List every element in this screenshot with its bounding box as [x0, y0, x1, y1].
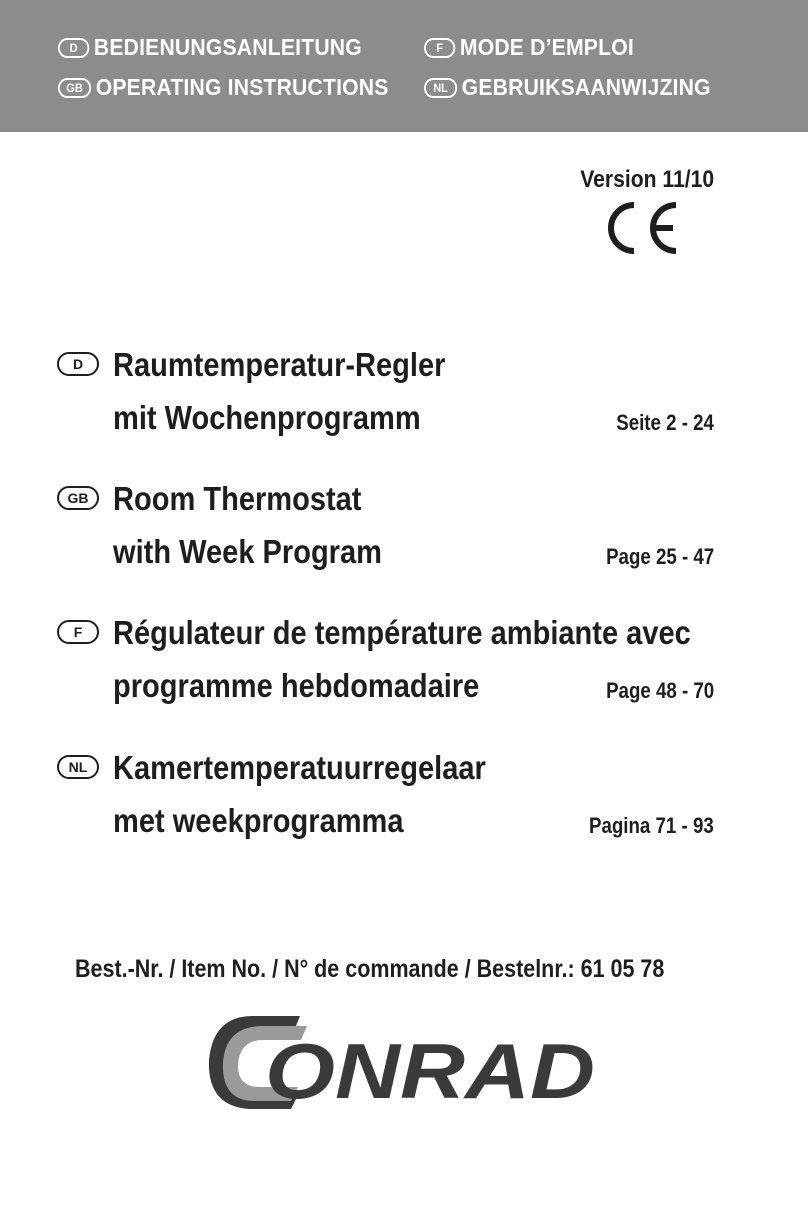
section-title-line1: Régulateur de température ambiante avec [113, 614, 691, 651]
section-title-line2: with Week Program [113, 533, 382, 570]
version-label: Version 11/10 [580, 166, 714, 193]
language-badge-d: D [58, 38, 89, 58]
ce-mark-icon [604, 199, 680, 257]
section-title-line2: met weekprogramma [113, 802, 404, 839]
language-badge-nl: NL [424, 78, 457, 98]
language-badge-f: F [424, 38, 455, 58]
header-line-gb [58, 74, 389, 101]
item-number: Best.-Nr. / Item No. / N° de commande / Bestelnr.: 61 05 78 [75, 955, 665, 983]
page-range: Page 25 - 47 [605, 544, 714, 569]
section-title-line2: mit Wochenprogramm [113, 399, 421, 436]
header-banner [0, 0, 808, 132]
language-badge-gb: GB [57, 486, 99, 510]
page-range: Seite 2 - 24 [616, 410, 714, 435]
header-line-de [58, 34, 362, 61]
language-badge-nl: NL [57, 755, 99, 779]
language-badge-gb: GB [58, 78, 91, 98]
conrad-logo [205, 1010, 600, 1115]
header-label-nl: GEBRUIKSAANWIJZING [461, 74, 711, 100]
header-line-fr [424, 34, 634, 61]
section-title-line1: Kamertemperatuurregelaar [113, 749, 486, 786]
header-label-gb: OPERATING INSTRUCTIONS [95, 74, 389, 100]
section-title-line1: Raumtemperatur-Regler [113, 346, 446, 383]
language-badge-f: F [57, 620, 99, 644]
header-line-nl [424, 74, 711, 101]
logo-text: ONRAD [265, 1027, 595, 1115]
section-title-line2: programme hebdomadaire [113, 667, 480, 704]
language-badge-d: D [57, 352, 99, 376]
header-label-de: BEDIENUNGSANLEITUNG [93, 34, 362, 60]
page-range: Pagina 71 - 93 [589, 813, 714, 838]
header-label-fr: MODE D’EMPLOI [459, 34, 634, 60]
page-range: Page 48 - 70 [605, 678, 714, 703]
section-title-line1: Room Thermostat [113, 480, 362, 517]
